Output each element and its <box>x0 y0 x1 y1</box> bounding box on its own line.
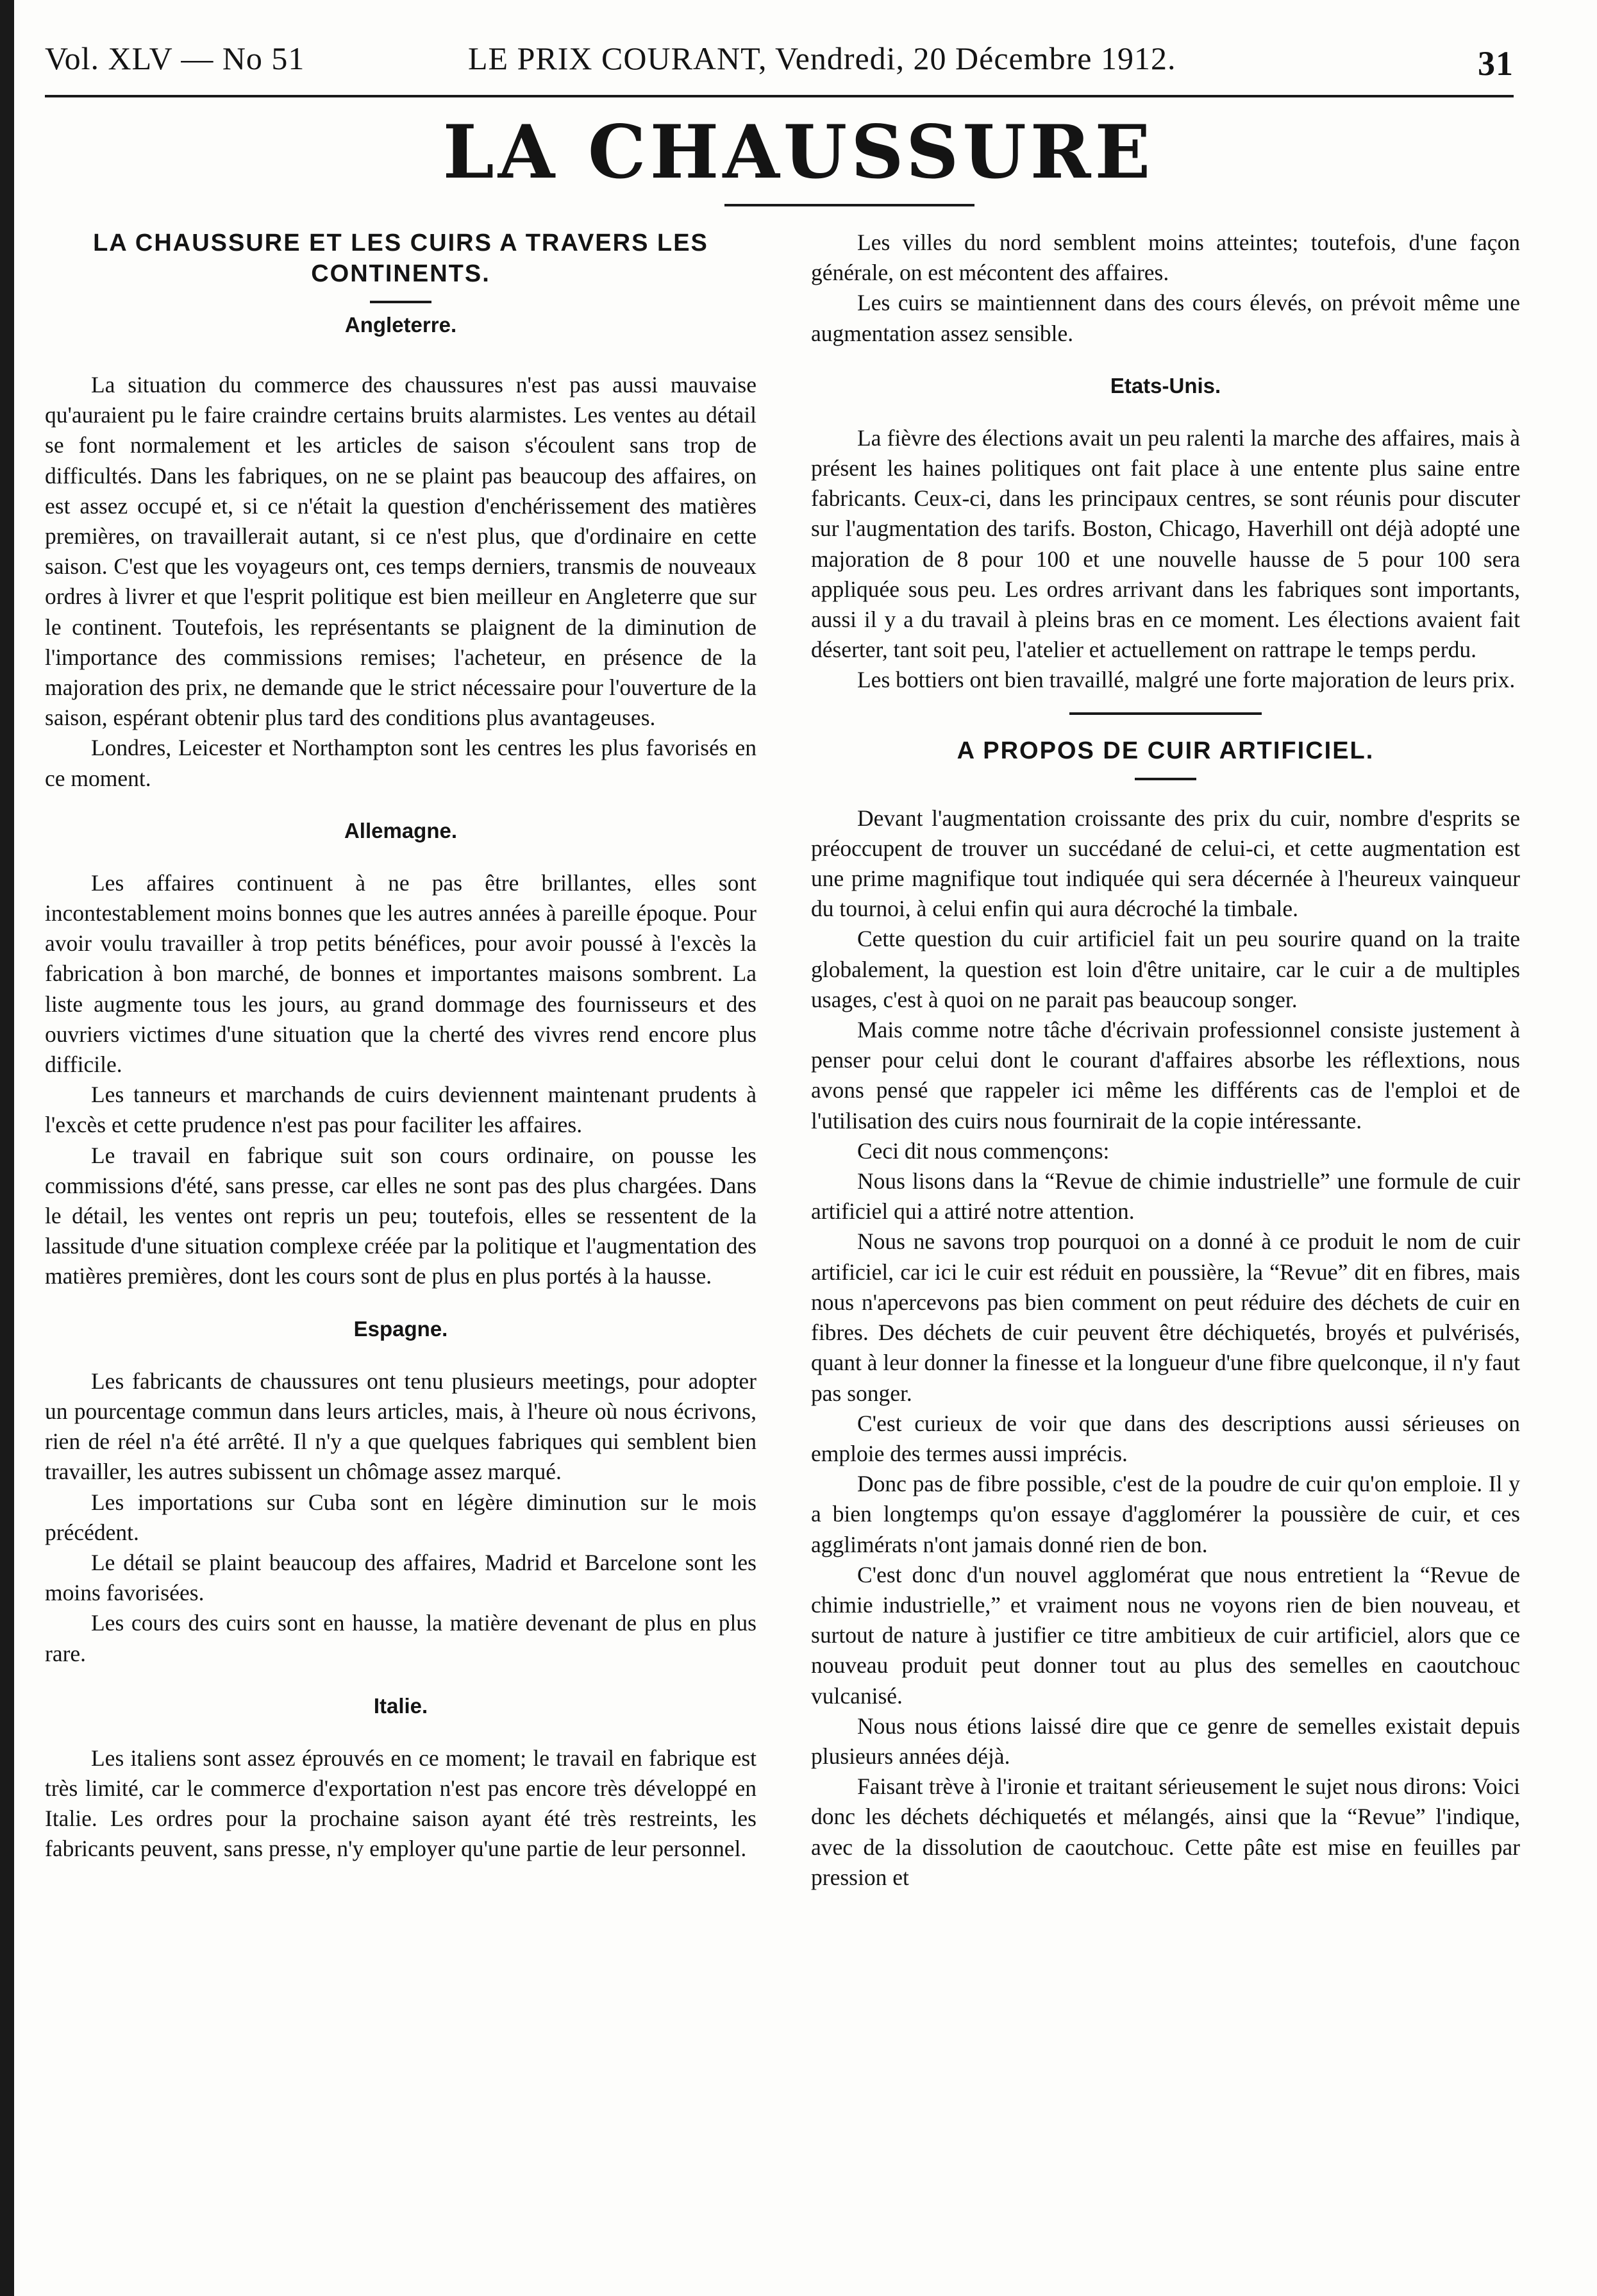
paragraph: C'est curieux de voir que dans des descriptions aussi sérieuses on emploie des termes aussi imprécis. <box>811 1410 1520 1466</box>
paragraph: Mais comme notre tâche d'écrivain professionnel consiste justement à penser pour celui dont le courant d'affaires absorbe les réflextions, nous avons pensé que rappeler ici même les différents cas de l'emploi et de l'utilisation des cuirs nous fournirait de la copie intéressante. <box>811 1017 1520 1134</box>
paragraph: Donc pas de fibre possible, c'est de la poudre de cuir qu'on emploie. Il y a bien longtemps qu'on essaye d'agglomérer la poussière de cuir, et ces agglimérats n'ont jamais donné rien de bon. <box>811 1471 1520 1557</box>
volume-number: Vol. XLV — No 51 <box>45 40 305 76</box>
right-column <box>811 228 1520 1893</box>
paragraph: La situation du commerce des chaussures n'est pas aussi mauvaise qu'auraient pu le faire craindre certains bruits alarmistes. Les ventes au détail se font normalement et les articles de saison s'écoulent sans trop de difficultés. Dans les fabriques, on ne se plaint pas beaucoup des affaires, on est assez occupé et, si ce n'était la question d'enchérissement des matières premières, on travaillerait autant, si ce n'est plus, que d'ordinaire en cette saison. C'est que les voyageurs ont, ces temps derniers, transmis de nouveaux ordres à livrer et que l'esprit politique est bien meilleur en Angleterre que sur le continent. Toutefois, les représentants se plaignent de la diminution de l'importance des commissions remises; l'acheteur, en présence de la majoration des prix, ne demande que le strict nécessaire pour l'ouverture de la saison, espérant obtenir plus tard des conditions plus avantageuses. <box>45 372 757 731</box>
paragraph: Les cuirs se maintiennent dans des cours élevés, on prévoit même une augmentation assez sensible. <box>811 290 1520 346</box>
paragraph: Le détail se plaint beaucoup des affaires, Madrid et Barcelone sont les moins favorisées. <box>45 1549 757 1606</box>
running-header <box>45 40 1514 91</box>
paragraph: Les bottiers ont bien travaillé, malgré une forte majoration de leurs prix. <box>857 667 1516 693</box>
paragraph: Ceci dit nous commençons: <box>857 1137 1110 1164</box>
header-rule <box>45 95 1514 97</box>
section-masthead: LA CHAUSSURE <box>442 109 1155 195</box>
paragraph: Les villes du nord semblent moins atteintes; toutefois, d'une façon générale, on est mécontent des affaires. <box>811 230 1520 286</box>
page-edge-shadow <box>0 0 14 2296</box>
heading-etats-unis: Etats-Unis. <box>1110 373 1221 398</box>
title-rule <box>1135 778 1196 780</box>
title-rule <box>370 301 431 303</box>
paragraph: Les italiens sont assez éprouvés en ce moment; le travail en fabrique est très limité, car le commerce d'exportation n'est pas encore très développé en Italie. Les ordres pour la prochaine saison ayant été très restreints, les fabricants peuvent, sans presse, n'y employer qu'une partie de leur personnel. <box>45 1745 757 1862</box>
paragraph: Nous nous étions laissé dire que ce genre de semelles existait depuis plusieurs années déjà. <box>811 1713 1520 1769</box>
paragraph: Les cours des cuirs sont en hausse, la matière devenant de plus en plus rare. <box>45 1610 757 1666</box>
paragraph: Les tanneurs et marchands de cuirs deviennent maintenant prudents à l'excès et cette prudence n'est pas pour faciliter les affaires. <box>45 1082 757 1138</box>
masthead-rule <box>724 204 974 206</box>
paragraph: Les affaires continuent à ne pas être brillantes, elles sont incontestablement moins bonnes que les autres années à pareille époque. Pour avoir voulu travailler à trop petits bénéfices, pour avoir poussé à l'excès la fabrication à bon marché, de bonnes et importantes maisons sombrent. La liste augmente tous les jours, au grand dommage des fournisseurs et des ouvriers victimes d'une situation que la cherté des vivres rend encore plus difficile. <box>45 869 757 1078</box>
paragraph: Devant l'augmentation croissante des prix du cuir, nombre d'esprits se préoccupent de trouver un succédané de celui-ci, et cette augmentation est une prime magnifique tout indiquée qui sera décernée à l'heureux vainqueur du tournoi, à celui enfin qui aura décroché la timbale. <box>811 805 1520 922</box>
paragraph: Le travail en fabrique suit son cours ordinaire, on pousse les commissions d'été, sans presse, car elles ne sont pas des plus chargées. Dans le détail, les ventes ont repris un peu; toutefois, elles se ressentent de la lassitude d'une situation complexe créée par la politique et l'augmentation des matières premières, dont les cours sont de plus en plus portés à la hausse. <box>45 1142 757 1289</box>
paragraph: Faisant trève à l'ironie et traitant sérieusement le sujet nous dirons: Voici donc les déchets déchiquetés et mélangés, ainsi que la “Revue” l'indique, avec de la dissolution de caoutchouc. Cette pâte est mise en feuilles par pression et <box>811 1773 1520 1890</box>
section-divider <box>1069 712 1262 715</box>
left-column <box>45 228 757 1864</box>
paragraph: Londres, Leicester et Northampton sont les centres les plus favorisés en ce moment. <box>45 735 757 791</box>
paragraph: Les fabricants de chaussures ont tenu plusieurs meetings, pour adopter un pourcentage commun dans leurs articles, mais, à l'heure où nous écrivons, rien de réel n'a été arrêté. Il n'y a que quelques fabriques qui semblent bien travailler, les autres subissent un chômage assez marqué. <box>45 1368 757 1485</box>
heading-angleterre: Angleterre. <box>344 313 457 337</box>
paragraph: Les importations sur Cuba sont en légère diminution sur le mois précédent. <box>45 1489 757 1545</box>
heading-espagne: Espagne. <box>353 1316 448 1341</box>
publication-line: LE PRIX COURANT, Vendredi, 20 Décembre 1912. <box>468 40 1176 76</box>
article-title: LA CHAUSSURE ET LES CUIRS A TRAVERS LES CONTINENTS. <box>93 230 708 287</box>
paragraph: Cette question du cuir artificiel fait un peu sourire quand on la traite globalement, la question est loin d'être unitaire, car le cuir a de multiples usages, c'est à quoi on ne parait pas beaucoup songer. <box>811 926 1520 1012</box>
paragraph: C'est donc d'un nouvel agglomérat que nous entretient la “Revue de chimie industrielle,” et vraiment nous ne voyons rien de bien nouveau, et surtout de nature à justifier ce titre ambitieux de cuir artificiel, alors que ce nouveau produit peut donner tout au plus des semelles en caoutchouc vulcanisé. <box>811 1561 1520 1709</box>
page-number: 31 <box>1478 44 1514 83</box>
paragraph: La fièvre des élections avait un peu ralenti la marche des affaires, mais à présent les haines politiques ont fait place à une entente plus saine entre fabricants. Ceux-ci, dans les principaux centres, se sont réunis pour discuter sur l'augmentation des tarifs. Boston, Chicago, Haverhill ont déjà adopté une majoration de 8 pour 100 et une nouvelle hausse de 5 pour 100 sera appliquée sous peu. Les ordres arrivant dans les fabriques sont importants, aussi il y a du travail à pleins bras en ce moment. Les élections avaient fait déserter, tant soit peu, l'atelier et actuellement on rattrape le temps perdu. <box>811 424 1520 663</box>
paragraph: Nous ne savons trop pourquoi on a donné à ce produit le nom de cuir artificiel, car ici le cuir est réduit en poussière, la “Revue” dit en fibres, mais nous n'apercevons pas bien comment on peut réduire des déchets de cuir en fibres. Des déchets de cuir peuvent être déchiquetés, broyés et pulvérisés, quant à leur donner la finesse et la longueur d'une fibre quelconque, il n'y faut pas songer. <box>811 1228 1521 1406</box>
heading-allemagne: Allemagne. <box>344 818 458 842</box>
paragraph: Nous lisons dans la “Revue de chimie industrielle” une formule de cuir artificiel qui a attiré notre attention. <box>811 1168 1520 1225</box>
article-title-cuir-artificiel: A PROPOS DE CUIR ARTIFICIEL. <box>957 737 1375 764</box>
heading-italie: Italie. <box>373 1693 428 1718</box>
